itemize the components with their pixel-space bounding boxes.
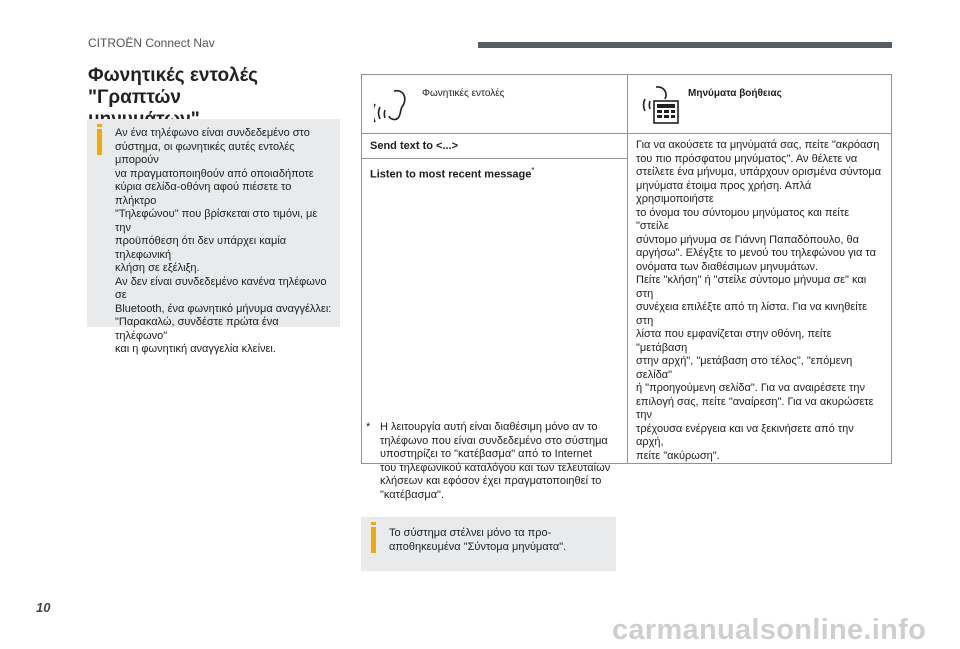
table-header-commands (362, 75, 628, 134)
info-note-text: Αν ένα τηλέφωνο είναι συνδεδεμένο στο σύστημα, οι φωνητικές αυτές εντολές μπορούν να πραγματοποιηθούν από οποιαδήποτε κύρια σελίδα-οθόνη αφού πιέσετε το πλήκτρο "Τηλεφώνου" που βρίσκεται στο τιμόνι, με την προϋπόθεση ότι δεν υπάρχει καμία τηλεφωνική κλήση σε εξέλιξη. Αν δεν είναι συνδεδεμένο κανένα τηλέφωνο σε Bluetooth, ένα φωνητικό μήνυμα αναγγέλλει: "Παρακαλώ, συνδέστε πρώτα ένα τηλέφωνο" και η φωνητική αναγγελία κλείνει. (115, 127, 332, 355)
commands-header-label: Φωνητικές εντολές (422, 88, 505, 99)
page-number: 10 (36, 600, 51, 615)
table-header-help (628, 75, 892, 134)
help-message-cell (628, 134, 892, 464)
info-icon (97, 129, 102, 155)
footnote-star: * (366, 421, 371, 433)
command-send-text-label: Send text to <...> (370, 140, 459, 152)
page-title-line1: Φωνητικές εντολές "Γραπτών (88, 65, 259, 108)
command-send-text (362, 134, 628, 159)
header-rule (478, 42, 892, 48)
voice-commands-table (361, 74, 892, 464)
watermark: carmanualsonline.info (612, 614, 927, 646)
help-message-text: Για να ακούσετε τα μηνύματά σας, πείτε "ακρόαση του πιο πρόσφατου μηνύματος". Αν θέλετε να στείλετε ένα μήνυμα, υπάρχουν ορισμένα σύντομα μηνύματα έτοιμα προς χρήση. Απλά χρησιμοποιήστε το όνομα του σύντομου μηνύματος και πείτε "στείλε σύντομο μήνυμα σε Γιάννη Παπαδόπουλο, θα αργήσω". Ελέγξτε το μενού του τηλεφώνου για τα ονόματα των διαθέσιμων μηνυμάτων. Πείτε "κλήση" ή "στείλε σύντομο μήνυμα σε" και στη συνέχεια επιλέξτε από τη λίστα. Για να κινηθείτε στη λίστα που εμφανίζεται στην οθόνη, πείτε "μετάβαση στην αρχή", "μετάβαση στο τέλος", "επόμενη σελίδα" ή "προηγούμενη σελίδα". Για να αναιρέσετε την επιλογή σας, πείτε "αναίρεση". Για να ακυρώσετε την τρέχουσα ενέργεια και να ξεκινήσετε από την αρχή, πείτε "ακύρωση". (636, 139, 882, 462)
voice-command-icon (374, 83, 418, 127)
info-note-2-text: Το σύστημα στέλνει μόνο τα προ- αποθηκευμένα "Σύντομα μηνύματα". (389, 527, 567, 553)
info-note-box (87, 119, 340, 355)
help-message-icon (640, 83, 684, 127)
info-icon-2 (371, 527, 376, 553)
command-listen-recent-label: Listen to most recent message (370, 168, 532, 181)
info-note-box-2 (361, 517, 616, 571)
footnote-text: Η λειτουργία αυτή είναι διαθέσιμη μόνο αν το τηλέφωνο που είναι συνδεδεμένο στο σύστημα υποστηρίζει το "κατέβασμα" από το Internet του τηλεφωνικού καταλόγου και των τελευταίων κλήσεων και εφόσον έχει πραγματοποιηθεί το "κατέβασμα". (380, 421, 611, 501)
footnote (366, 421, 621, 502)
help-header-label: Μηνύματα βοήθειας (688, 88, 782, 99)
command-listen-recent (362, 159, 628, 464)
brand-header: CITROËN Connect Nav (88, 36, 215, 50)
footnote-marker: * (531, 166, 535, 175)
